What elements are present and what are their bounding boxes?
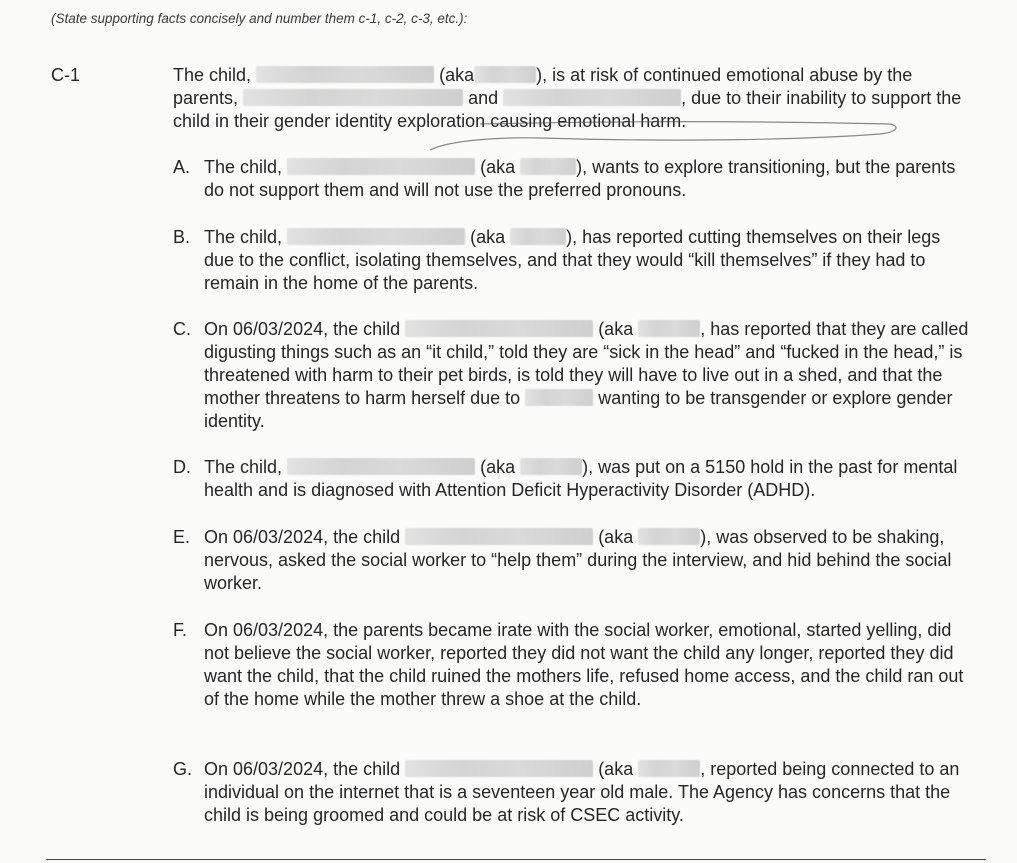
- fact-item-a: [173, 156, 973, 202]
- item-letter: C.: [173, 319, 191, 339]
- item-text: (aka: [470, 227, 506, 247]
- intro-text-3: ), is at risk of continued emotional abuse by the parents,: [173, 65, 913, 108]
- redacted-name: [405, 760, 593, 777]
- fact-item-c: [173, 318, 973, 433]
- item-text: (aka: [480, 157, 516, 177]
- redacted-name: [287, 228, 465, 245]
- redacted-name: [287, 458, 475, 475]
- fact-item-b: [173, 226, 973, 295]
- item-text: On 06/03/2024, the child: [204, 759, 401, 779]
- instruction-text: (State supporting facts concisely and number them c-1, c-2, c-3, etc.):: [51, 11, 468, 26]
- fact-c1-statement: [173, 64, 963, 133]
- bottom-rule: [46, 859, 986, 860]
- item-text: On 06/03/2024, the child: [204, 527, 401, 547]
- item-text: On 06/03/2024, the parents became irate with the social worker, emotional, started yelling, did not believe the social worker, reported they did not want the child any longer, reported they did want the child, that the child ruined the mothers life, refused home access, and the child ran out of the home while the mother threw a shoe at the child.: [204, 620, 964, 709]
- intro-text-1: The child,: [173, 65, 252, 85]
- item-text: The child,: [204, 157, 283, 177]
- item-text: (aka: [598, 527, 634, 547]
- item-text: ), was observed to be shaking, nervous, asked the social worker to “help them” during the interview, and hid behind the social worker.: [204, 527, 952, 593]
- item-text: The child,: [204, 227, 283, 247]
- fact-item-g: [173, 758, 973, 827]
- item-text: , has reported that they are called digusting things such as an “it child,” told they are “sick in the head” and “fucked in the head,” is threatened with harm to their pet birds, is told they will have to live out in a shed, and that the mother threatens to harm herself due to: [204, 319, 969, 408]
- redacted-alias: [638, 760, 700, 777]
- item-letter: G.: [173, 759, 193, 779]
- intro-text-2: (aka: [439, 65, 475, 85]
- redacted-alias: [474, 66, 536, 83]
- fact-item-e: [173, 526, 973, 595]
- redacted-alias: [638, 320, 700, 337]
- item-text: wanting to be transgender or explore gender identity.: [204, 388, 953, 431]
- item-text: The child,: [204, 457, 283, 477]
- item-text: On 06/03/2024, the child: [204, 319, 401, 339]
- redacted-name: [405, 528, 593, 545]
- intro-text-5: , due to their inability to support the child in their gender identity exploration causing emotional harm.: [173, 88, 962, 131]
- fact-number: C-1: [51, 65, 81, 85]
- item-text: (aka: [598, 759, 634, 779]
- item-text: (aka: [598, 319, 634, 339]
- item-letter: B.: [173, 227, 191, 247]
- redacted-alias: [510, 228, 566, 245]
- redacted-name: [256, 66, 434, 83]
- fact-item-f: [173, 619, 973, 711]
- item-text: , reported being connected to an individual on the internet that is a seventeen year old male. The Agency has concerns that the child is being groomed and could be at risk of CSEC activity.: [204, 759, 960, 825]
- item-text: ), was put on a 5150 hold in the past for mental health and is diagnosed with Attention Deficit Hyperactivity Disorder (ADHD).: [204, 457, 958, 500]
- item-letter: F.: [173, 620, 188, 640]
- item-text: ), wants to explore transitioning, but the parents do not support them and will not use the preferred pronouns.: [204, 157, 956, 200]
- redacted-alias: [520, 458, 582, 475]
- item-letter: E.: [173, 527, 191, 547]
- redacted-name: [287, 158, 475, 175]
- item-letter: D.: [173, 457, 191, 477]
- fact-item-d: [173, 456, 973, 502]
- redacted-parent-2: [503, 89, 681, 106]
- redacted-name: [405, 320, 593, 337]
- redacted-alias: [638, 528, 700, 545]
- item-text: (aka: [480, 457, 516, 477]
- item-letter: A.: [173, 157, 191, 177]
- redacted-name: [525, 389, 593, 406]
- intro-text-4: and: [468, 88, 499, 108]
- item-text: ), has reported cutting themselves on their legs due to the conflict, isolating themselves, and that they would “kill themselves” if they had to remain in the home of the parents.: [204, 227, 941, 293]
- redacted-parent-1: [243, 89, 463, 106]
- redacted-alias: [520, 158, 576, 175]
